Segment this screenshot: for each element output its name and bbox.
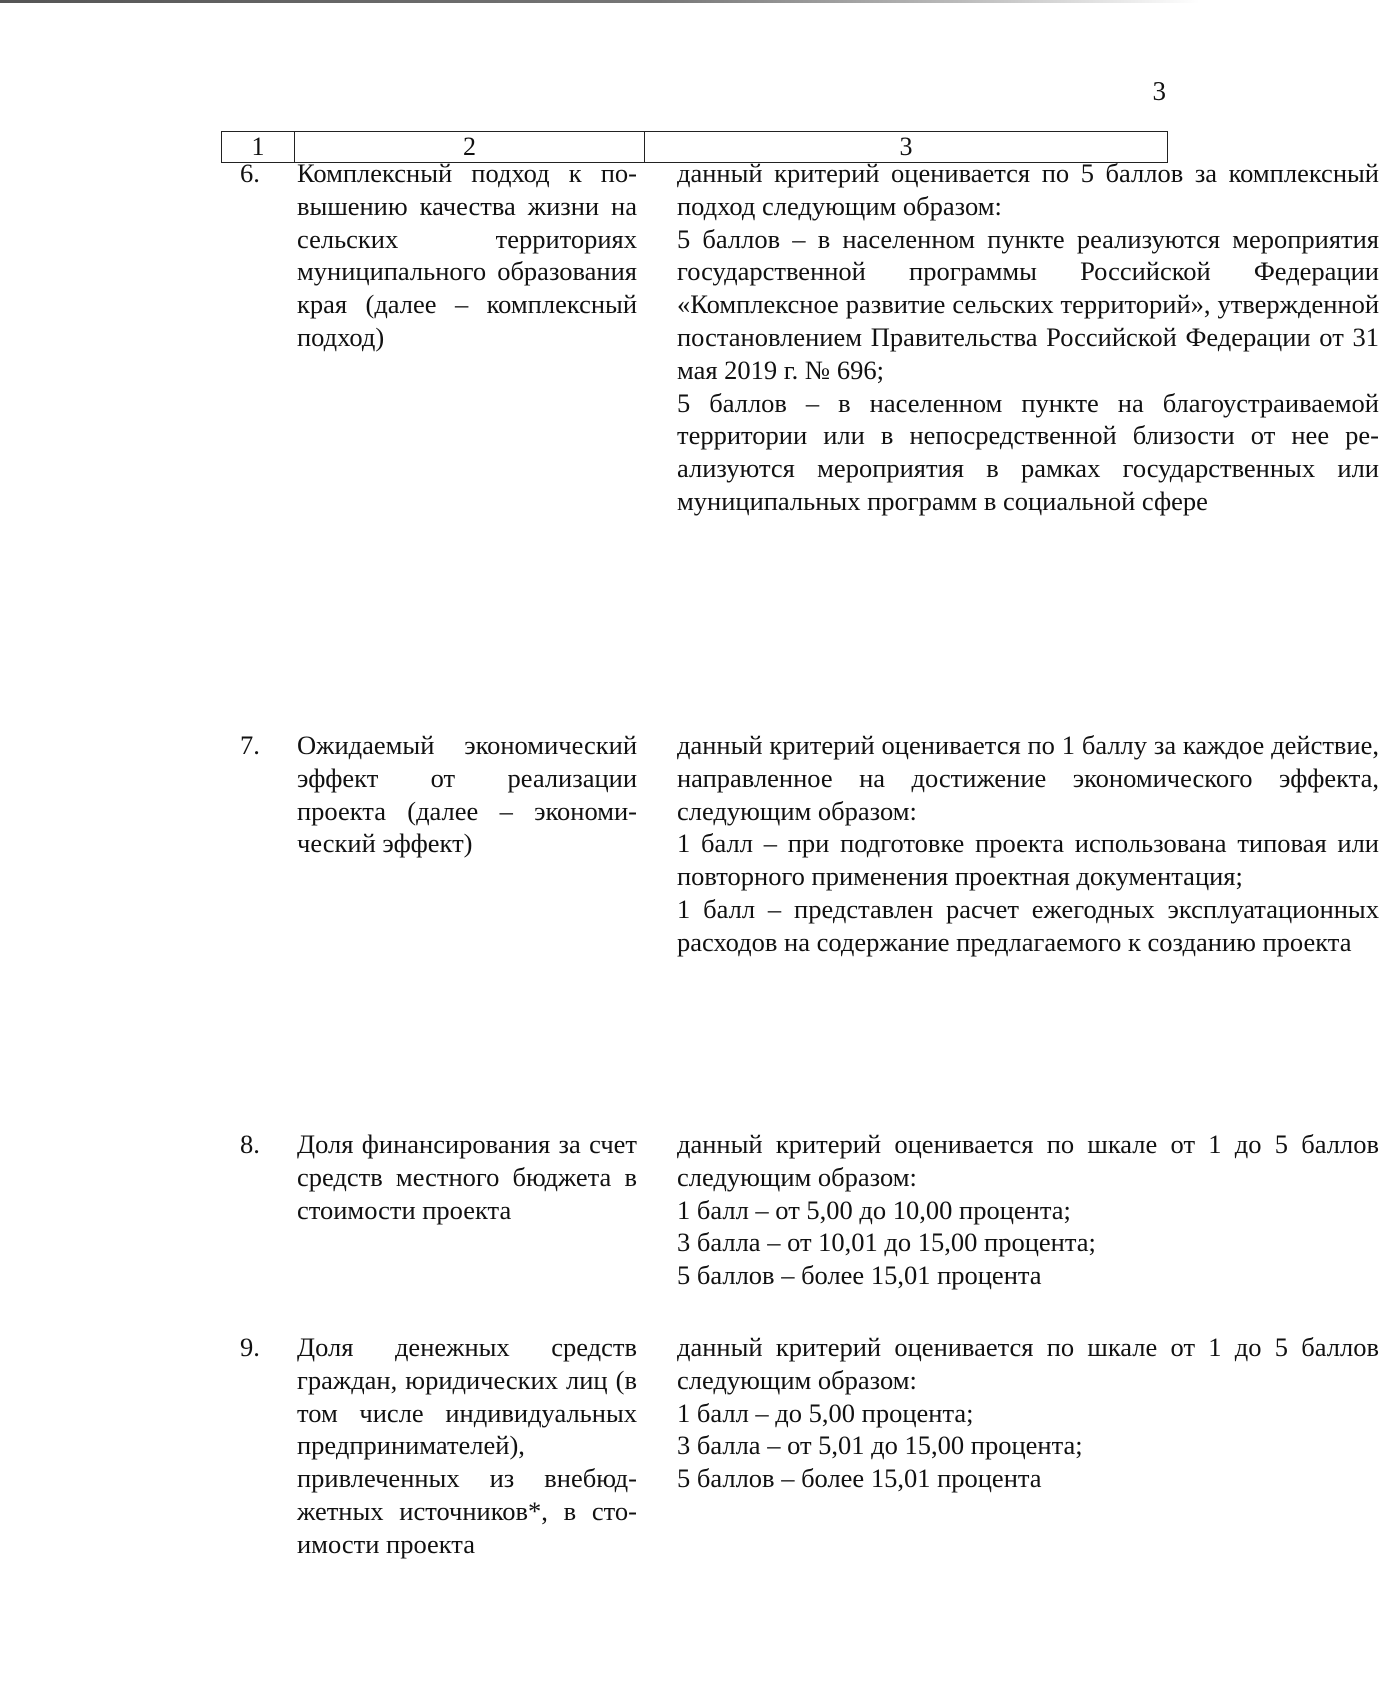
row-number: 6. — [240, 158, 260, 188]
header-column-2: 2 — [295, 132, 645, 162]
description-paragraph: 5 баллов – более 15,01 процента — [677, 1260, 1042, 1291]
criterion-description — [677, 1331, 1379, 1495]
description-paragraph: 3 балла – от 10,01 до 15,00 процента; — [677, 1227, 1096, 1258]
description-paragraph: данный критерий оценивается по 1 баллу за каждое действие, направленное на достижение экономического эффекта, следующим образом: — [677, 730, 1379, 826]
criterion-text: Комплексный подход к повышению качества жизни на сельских территориях муниципального образования края (далее – комплексный подход) — [297, 158, 637, 352]
criterion-text: Доля финансирования за счет средств местного бюджета в стоимости проекта — [297, 1129, 637, 1225]
description-paragraph: 5 баллов – более 15,01 процента — [677, 1463, 1042, 1494]
description-paragraph: 5 баллов – в населенном пункте реализуются мероприятия государственной программы Российской Федерации «Комплексное развитие сельских территорий», утвержденной постановлением Правительства Российской Федерации от 31 мая 2019 г. № 696; — [677, 223, 1379, 385]
description-paragraph: данный критерий оценивается по шкале от 1 до 5 баллов следующим образом: — [677, 1129, 1379, 1192]
criterion-description — [677, 157, 1379, 518]
description-paragraph: 5 баллов – в населенном пункте на благоустраиваемой территории или в непосредственной близости от нее реализуются мероприятия в рамках государственных или муниципальных программ в социальной сфере — [677, 387, 1379, 516]
description-paragraph: данный критерий оценивается по 5 баллов за комплексный подход следующим образом: — [677, 158, 1379, 221]
row-number: 8. — [240, 1129, 260, 1159]
description-paragraph: 1 балл – до 5,00 процента; — [677, 1397, 974, 1428]
criterion-text: Ожидаемый экономический эффект от реализации проекта (далее – экономический эффект) — [297, 730, 637, 859]
criterion-text: Доля денежных средств граждан, юридических лиц (в том числе индивидуальных предпринимателей), привлеченных из внебюджетных источников*, в стоимости проекта — [297, 1332, 637, 1559]
description-paragraph: 1 балл – от 5,00 до 10,00 процента; — [677, 1194, 1071, 1225]
header-column-1: 1 — [222, 132, 295, 162]
description-paragraph: данный критерий оценивается по шкале от 1 до 5 баллов следующим образом: — [677, 1332, 1379, 1395]
row-number: 7. — [240, 730, 260, 760]
top-rule — [0, 0, 1200, 3]
row-number: 9. — [240, 1332, 260, 1362]
criterion-description — [677, 1128, 1379, 1292]
header-column-3: 3 — [899, 132, 913, 161]
criterion-description — [677, 729, 1379, 959]
page-number: 3 — [1152, 76, 1166, 106]
description-paragraph: 1 балл – при подготовке проекта использована типовая или повторного применения проектная документация; — [677, 828, 1379, 892]
description-paragraph: 1 балл – представлен расчет ежегодных эксплуатационных расходов на содержание предлагаемого к созданию проекта — [677, 893, 1379, 957]
description-paragraph: 3 балла – от 5,01 до 15,00 процента; — [677, 1430, 1083, 1461]
